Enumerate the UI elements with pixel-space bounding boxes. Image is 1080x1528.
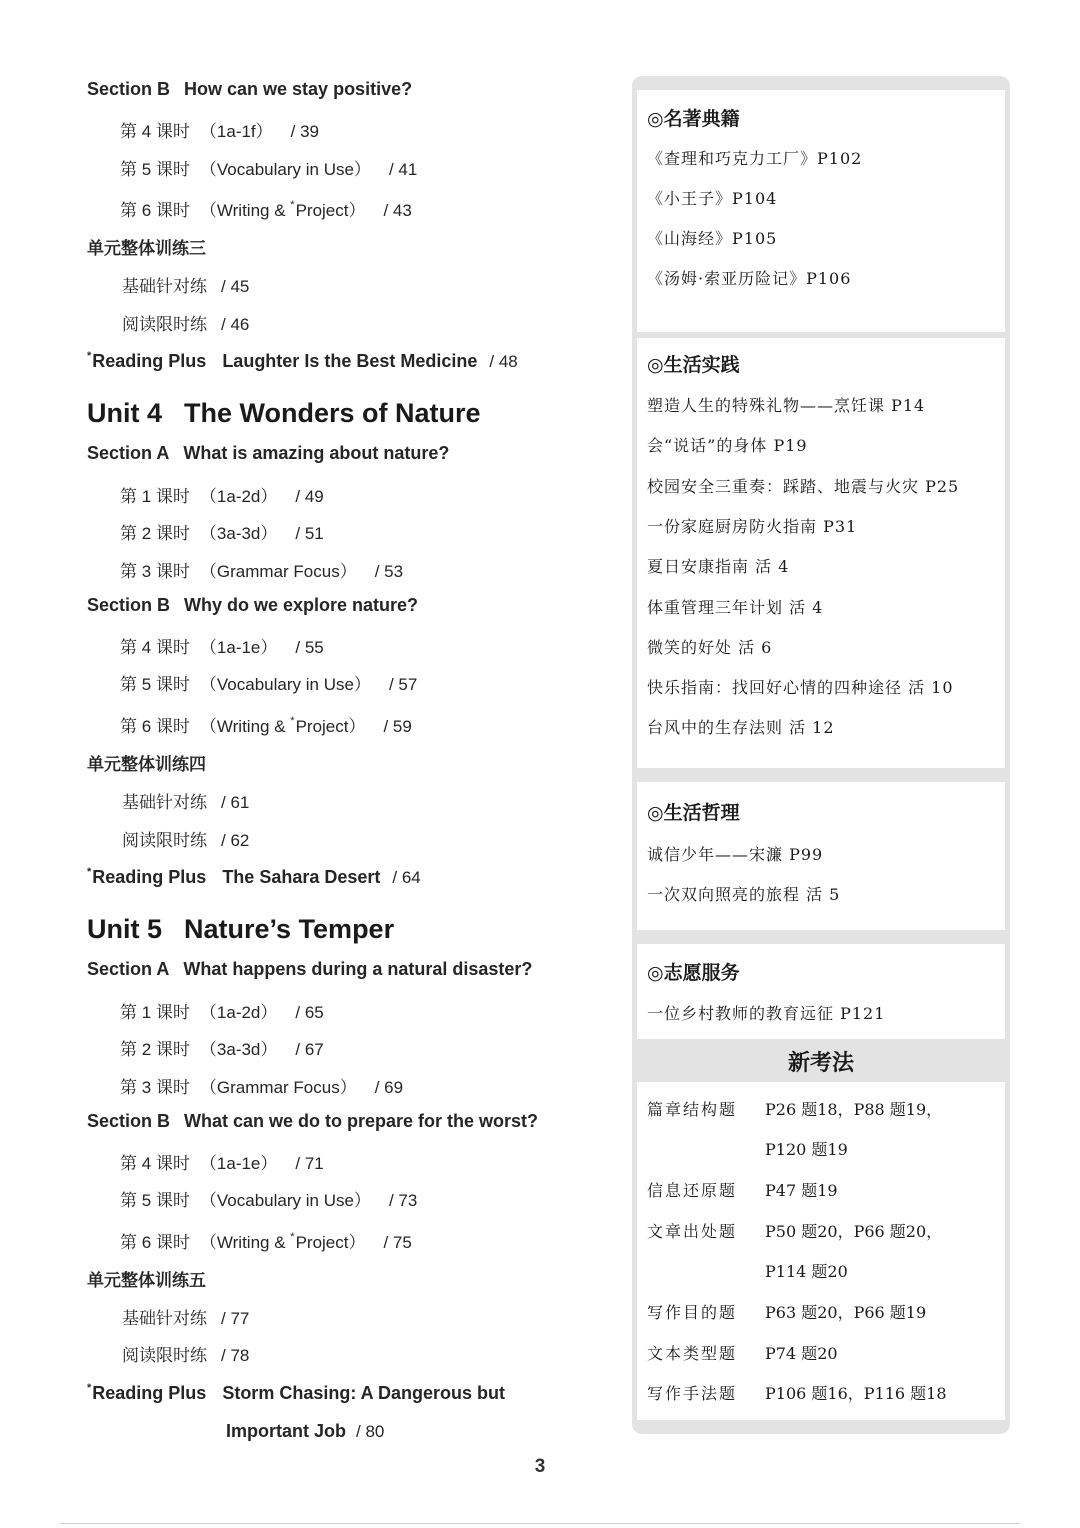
lesson-label: 第 4 课时	[120, 1154, 190, 1173]
training-entry[interactable]	[122, 272, 249, 297]
lesson-part: （1a-2d）	[199, 487, 278, 506]
lesson-entry[interactable]	[120, 670, 417, 695]
exam-type-pages: P114 题20	[765, 1262, 848, 1281]
box-new-exam	[637, 1082, 1005, 1420]
reading-item[interactable]: 《小王子》P104	[647, 189, 778, 208]
lesson-part-b: Project）	[295, 1233, 366, 1252]
lesson-part: （1a-1f）	[199, 122, 273, 141]
page-ref: / 73	[388, 1191, 418, 1210]
reading-plus-title: Storm Chasing: A Dangerous but	[222, 1383, 505, 1403]
unit-heading[interactable]	[87, 914, 394, 945]
exam-type-pages: P50 题20，P66 题20，	[765, 1222, 943, 1241]
reading-plus-entry[interactable]	[87, 351, 518, 372]
page-ref: / 64	[392, 868, 421, 887]
reading-item[interactable]: 诚信少年——宋濂 P99	[647, 845, 824, 864]
lesson-entry[interactable]	[120, 1073, 403, 1098]
reading-plus-entry[interactable]	[87, 867, 421, 888]
reading-item[interactable]: 快乐指南：找回好心情的四种途径 活 10	[647, 678, 954, 697]
lesson-part: （Grammar Focus）	[199, 1078, 357, 1097]
lesson-entry[interactable]	[120, 155, 417, 180]
page-ref: / 53	[374, 562, 404, 581]
exam-type-row[interactable]	[647, 1381, 765, 1404]
page-number: 3	[534, 1456, 546, 1477]
page-ref: / 43	[383, 201, 412, 220]
section-title: What can we do to prepare for the worst?	[184, 1111, 539, 1131]
box-practice	[637, 338, 1005, 768]
reading-item[interactable]: 一位乡村教师的教育远征 P121	[647, 1004, 886, 1023]
training-entry[interactable]	[122, 1304, 249, 1329]
lesson-entry[interactable]	[120, 557, 403, 582]
optional-star: *	[87, 866, 92, 878]
page-ref: / 71	[295, 1154, 324, 1173]
exam-type-label: 写作手法题	[647, 1384, 738, 1403]
lesson-label: 第 1 课时	[120, 487, 190, 506]
lesson-label: 第 4 课时	[120, 122, 190, 141]
unit-heading[interactable]	[87, 398, 481, 429]
new-exam-heading: 新考法	[787, 1050, 854, 1076]
page-ref: / 61	[221, 793, 250, 812]
lesson-entry[interactable]	[120, 998, 324, 1023]
reading-item[interactable]: 《山海经》P105	[647, 229, 778, 248]
exam-type-label: 文本类型题	[647, 1344, 738, 1363]
page-ref: / 51	[295, 524, 324, 543]
page-bottom-rule	[60, 1523, 1020, 1524]
lesson-label: 第 1 课时	[120, 1003, 190, 1022]
section-title: What is amazing about nature?	[183, 443, 450, 463]
page-ref: / 62	[221, 831, 250, 850]
section-label: Section A	[87, 443, 170, 463]
training-label: 阅读限时练	[122, 315, 207, 334]
optional-star: *	[290, 1231, 295, 1243]
lesson-part-a: （Writing &	[199, 1233, 291, 1252]
optional-star: *	[290, 199, 295, 211]
lesson-part: （1a-1e）	[199, 1154, 278, 1173]
exam-type-label: 文章出处题	[647, 1222, 738, 1241]
section-label: Section B	[87, 1111, 171, 1131]
lesson-entry[interactable]	[120, 117, 319, 142]
page-ref: / 46	[221, 315, 250, 334]
unit-training-heading[interactable]: 单元整体训练四	[87, 755, 206, 774]
section-heading[interactable]	[87, 595, 418, 616]
lesson-label: 第 6 课时	[120, 201, 190, 220]
page-ref: / 57	[388, 675, 418, 694]
lesson-label: 第 5 课时	[120, 675, 190, 694]
lesson-label: 第 3 课时	[120, 1078, 190, 1097]
page-ref: / 39	[290, 122, 320, 141]
reading-item[interactable]: 塑造人生的特殊礼物——烹饪课 P14	[647, 396, 926, 415]
optional-star: *	[87, 1382, 92, 1394]
lesson-label: 第 6 课时	[120, 717, 190, 736]
exam-type-pages: P106 题16，P116 题18	[765, 1384, 947, 1403]
lesson-part: （Grammar Focus）	[199, 562, 357, 581]
section-title: How can we stay positive?	[184, 79, 413, 99]
lesson-entry[interactable]	[120, 1228, 412, 1253]
reading-plus-label: Reading Plus	[92, 867, 207, 887]
unit-training-heading[interactable]: 单元整体训练五	[87, 1271, 206, 1290]
page-ref: / 77	[221, 1309, 250, 1328]
section-label: Section A	[87, 959, 170, 979]
section-heading[interactable]	[87, 79, 412, 100]
box-philosophy	[637, 782, 1005, 930]
reading-item[interactable]: 校园安全三重奏：踩踏、地震与火灾 P25	[647, 477, 960, 496]
page-ref: / 65	[295, 1003, 324, 1022]
exam-type-pages: P63 题20，P66 题19	[765, 1303, 927, 1322]
page-ref: / 80	[356, 1422, 385, 1441]
lesson-part: （3a-3d）	[199, 1040, 278, 1059]
section-label: Section B	[87, 595, 171, 615]
lesson-part: （Vocabulary in Use）	[199, 160, 371, 179]
unit-title: The Wonders of Nature	[184, 398, 481, 428]
lesson-label: 第 5 课时	[120, 160, 190, 179]
exam-type-pages: P47 题19	[765, 1181, 838, 1200]
section-heading[interactable]	[87, 1111, 538, 1132]
lesson-entry[interactable]	[120, 1186, 417, 1211]
exam-type-label: 信息还原题	[647, 1181, 738, 1200]
section-title: Why do we explore nature?	[184, 595, 419, 615]
training-label: 基础针对练	[122, 1309, 207, 1328]
box-volunteer	[637, 944, 1005, 1039]
exam-type-row[interactable]	[647, 1300, 765, 1323]
lesson-part-a: （Writing &	[199, 717, 291, 736]
lesson-label: 第 2 课时	[120, 524, 190, 543]
lesson-part: （1a-1e）	[199, 638, 278, 657]
section-heading[interactable]	[87, 959, 532, 980]
page-ref: / 75	[383, 1233, 412, 1252]
reading-item[interactable]: 微笑的好处 活 6	[647, 638, 773, 657]
reading-item[interactable]: 《查理和巧克力工厂》P102	[647, 149, 863, 168]
exam-type-pages: P120 题19	[765, 1140, 848, 1159]
lesson-entry[interactable]	[120, 196, 412, 221]
training-label: 阅读限时练	[122, 1346, 207, 1365]
training-label: 阅读限时练	[122, 831, 207, 850]
lesson-part: （Vocabulary in Use）	[199, 1191, 371, 1210]
training-label: 基础针对练	[122, 277, 207, 296]
lesson-label: 第 6 课时	[120, 1233, 190, 1252]
exam-type-label: 篇章结构题	[647, 1100, 738, 1119]
lesson-entry[interactable]	[120, 519, 324, 544]
exam-type-row[interactable]	[647, 1178, 765, 1201]
training-entry[interactable]	[122, 788, 249, 813]
training-entry[interactable]	[122, 310, 249, 335]
reading-item[interactable]: 台风中的生存法则 活 12	[647, 718, 835, 737]
reading-plus-title-cont: Important Job	[226, 1421, 346, 1441]
lesson-part	[200, 717, 366, 736]
box-heading: ◎生活哲理	[647, 802, 740, 824]
reading-plus-label: Reading Plus	[92, 1383, 207, 1403]
reading-item[interactable]: 会“说话”的身体 P19	[647, 436, 808, 455]
page-ref: / 55	[295, 638, 324, 657]
exam-type-row[interactable]	[647, 1219, 765, 1242]
unit-label: Unit 5	[87, 914, 163, 944]
lesson-label: 第 2 课时	[120, 1040, 190, 1059]
lesson-entry[interactable]	[120, 1035, 324, 1060]
section-label: Section B	[87, 79, 171, 99]
page-ref: / 41	[388, 160, 418, 179]
box-heading: ◎名著典籍	[647, 108, 740, 130]
page-ref: / 78	[221, 1346, 250, 1365]
page-ref: / 49	[295, 487, 324, 506]
section-title: What happens during a natural disaster?	[183, 959, 533, 979]
exam-type-row[interactable]	[647, 1097, 765, 1120]
unit-label: Unit 4	[87, 398, 163, 428]
training-entry[interactable]	[122, 1341, 249, 1366]
lesson-entry[interactable]	[120, 1149, 324, 1174]
exam-type-label: 写作目的题	[647, 1303, 738, 1322]
lesson-label: 第 5 课时	[120, 1191, 190, 1210]
lesson-label: 第 4 课时	[120, 638, 190, 657]
box-classics	[637, 90, 1005, 332]
reading-item[interactable]: 夏日安康指南 活 4	[647, 557, 790, 576]
reading-item[interactable]: 体重管理三年计划 活 4	[647, 598, 824, 617]
exam-type-pages: P26 题18，P88 题19，	[765, 1100, 943, 1119]
training-label: 基础针对练	[122, 793, 207, 812]
page-ref: / 48	[489, 352, 518, 371]
lesson-label: 第 3 课时	[120, 562, 190, 581]
section-heading[interactable]	[87, 443, 449, 464]
lesson-entry[interactable]	[120, 633, 324, 658]
page-ref: / 69	[374, 1078, 404, 1097]
lesson-part-a: （Writing &	[199, 201, 291, 220]
lesson-part	[200, 1233, 366, 1252]
page-ref: / 45	[221, 277, 250, 296]
reading-plus-title: Laughter Is the Best Medicine	[222, 351, 478, 371]
reading-item[interactable]: 一份家庭厨房防火指南 P31	[647, 517, 858, 536]
unit-training-heading[interactable]: 单元整体训练三	[87, 239, 206, 258]
lesson-part: （1a-2d）	[199, 1003, 278, 1022]
exam-type-pages: P74 题20	[765, 1344, 838, 1363]
box-heading: ◎生活实践	[647, 354, 740, 376]
reading-plus-label: Reading Plus	[92, 351, 207, 371]
lesson-entry[interactable]	[120, 482, 324, 507]
lesson-entry[interactable]	[120, 712, 412, 737]
reading-item[interactable]: 《汤姆·索亚历险记》P106	[647, 269, 852, 288]
unit-title: Nature’s Temper	[184, 914, 395, 944]
reading-plus-continuation[interactable]	[226, 1421, 384, 1442]
page-ref: / 67	[295, 1040, 324, 1059]
reading-item[interactable]: 一次双向照亮的旅程 活 5	[647, 885, 841, 904]
reading-plus-title: The Sahara Desert	[222, 867, 381, 887]
page-ref: / 59	[383, 717, 412, 736]
optional-star: *	[87, 350, 92, 362]
reading-plus-entry[interactable]	[87, 1383, 505, 1404]
exam-type-row[interactable]	[647, 1341, 765, 1364]
lesson-part: （Vocabulary in Use）	[199, 675, 371, 694]
training-entry[interactable]	[122, 826, 249, 851]
optional-star: *	[290, 715, 295, 727]
lesson-part	[200, 201, 366, 220]
box-heading: ◎志愿服务	[647, 962, 740, 984]
lesson-part-b: Project）	[295, 717, 366, 736]
lesson-part-b: Project）	[295, 201, 366, 220]
lesson-part: （3a-3d）	[199, 524, 278, 543]
